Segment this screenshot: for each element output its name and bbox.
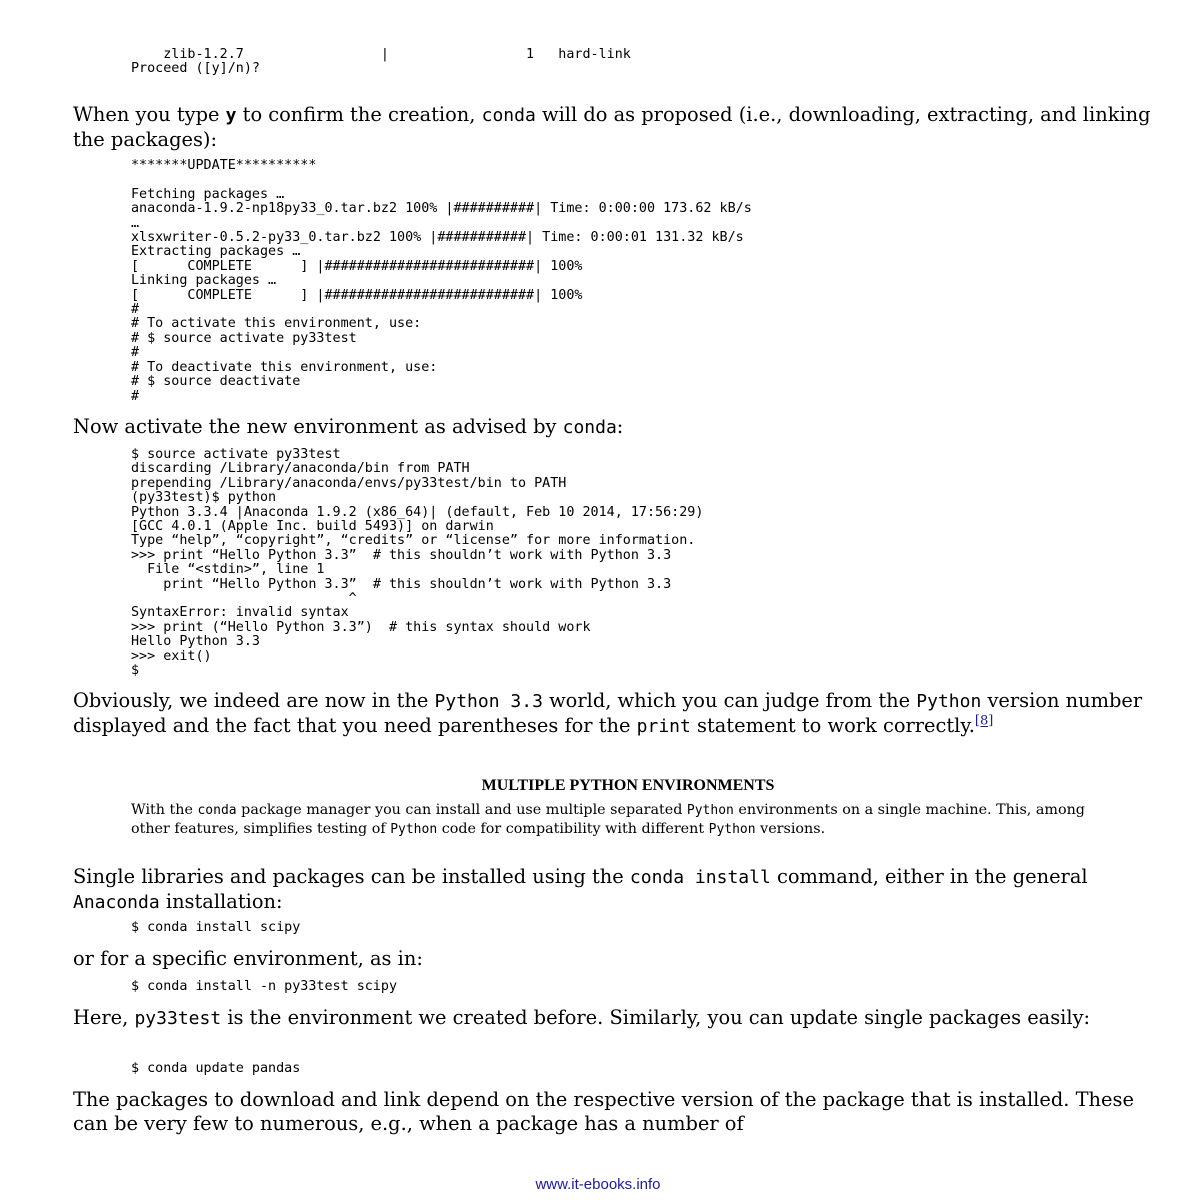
paragraph-specific-env: or for a specific environment, as in: <box>73 947 423 970</box>
text: package manager you can install and use multiple separated <box>236 802 687 818</box>
paragraph-python33 <box>73 689 1153 739</box>
inline-key-y: y <box>225 105 237 126</box>
inline-code-python: Python <box>708 822 756 837</box>
paragraph-activate <box>73 415 1153 440</box>
inline-code-conda-install: conda install <box>629 867 771 888</box>
paragraph-packages: The packages to download and link depend on the respective version of the package that is installed. These can be very few to numerous, e.g., when a package has a number of <box>73 1088 1134 1135</box>
text: command, either in the general <box>770 865 1088 888</box>
inline-code-conda: conda <box>481 105 536 126</box>
text: With the <box>131 802 198 818</box>
text: will do as proposed (i.e., downloading, extracting, and linking the packages): <box>73 103 1151 151</box>
code-install-scipy: $ conda install scipy <box>131 920 301 935</box>
text: installation: <box>159 890 283 913</box>
text: is the environment we created before. Similarly, you can update single packages easily: <box>221 1006 1091 1029</box>
inline-code-anaconda: Anaconda <box>73 892 160 913</box>
footnote-link-8[interactable]: [8] <box>974 713 994 729</box>
paragraph-update <box>73 1006 1153 1031</box>
code-update-pandas: $ conda update pandas <box>131 1061 301 1076</box>
inline-code-python: Python <box>686 803 734 818</box>
text: to confirm the creation, <box>236 103 482 126</box>
text: Now activate the new environment as advised by <box>73 415 563 438</box>
text: When you type <box>73 103 226 126</box>
inline-code-conda: conda <box>562 417 617 438</box>
code-block-update-output: *******UPDATE********** Fetching packages … anaconda-1.9.2-np18py33_0.tar.bz2 100% |##########| Time: 0:00:00 173.62 kB/s … xlsxwriter-0.5.2-py33_0.tar.bz2 100% |###########| Time: 0:00:01 131.32 kB/s Extracting packages … [ COMPLETE ] |##########################| 100% Linking packages … [ COMPLETE ] |##########################| 100% # # To activate this environment, use: # $ source activate py33test # # To deactivate this environment, use: # $ source deactivate # <box>131 158 752 404</box>
text: Obviously, we indeed are now in the <box>73 689 435 712</box>
text: Single libraries and packages can be installed using the <box>73 865 630 888</box>
inline-code-python: Python <box>916 691 982 712</box>
footer-link[interactable]: www.it-ebooks.info <box>535 1176 661 1193</box>
sidebar-body <box>131 801 1101 839</box>
text: Here, <box>73 1006 135 1029</box>
text: version number displayed and the fact that you need parentheses for the <box>73 689 1143 737</box>
code-line-zlib: zlib-1.2.7 | 1 hard-link <box>131 47 631 62</box>
text: versions. <box>755 821 826 837</box>
text: statement to work correctly. <box>690 714 975 737</box>
inline-code-python33: Python 3.3 <box>434 691 543 712</box>
text: environments on a single machine. This, among other features, simplifies testing of <box>131 802 1085 837</box>
paragraph-confirm <box>73 103 1153 152</box>
text: code for compatibility with different <box>437 821 709 837</box>
sidebar-title: MULTIPLE PYTHON ENVIRONMENTS <box>481 777 775 794</box>
code-line-proceed: Proceed ([y]/n)? <box>131 61 260 77</box>
inline-code-py33test: py33test <box>134 1008 222 1029</box>
text: world, which you can judge from the <box>542 689 917 712</box>
code-install-env-scipy: $ conda install -n py33test scipy <box>131 979 398 994</box>
inline-code-python: Python <box>390 822 438 837</box>
footer <box>0 1176 1196 1193</box>
code-block-package-list <box>131 48 631 77</box>
text: : <box>616 415 624 438</box>
code-block-python-session: $ source activate py33test discarding /Library/anaconda/bin from PATH prepending /Library/anaconda/envs/py33test/bin to PATH (py33test)$ python Python 3.3.4 |Anaconda 1.9.2 (x86_64)| (default, Feb 10 2014, 17:56:29) [GCC 4.0.1 (Apple Inc. build 5493)] on darwin Type “help”, “copyright”, “credits” or “license” for more information. >>> print “Hello Python 3.3” # this shouldn’t work with Python 3.3 File “<stdin>”, line 1 print “Hello Python 3.3” # this shouldn’t work with Python 3.3 ^ SyntaxError: invalid syntax >>> print (“Hello Python 3.3”) # this syntax should work Hello Python 3.3 >>> exit() $ <box>131 447 704 679</box>
inline-code-conda: conda <box>197 803 237 818</box>
inline-code-print: print <box>636 716 691 737</box>
paragraph-install <box>73 865 1153 915</box>
